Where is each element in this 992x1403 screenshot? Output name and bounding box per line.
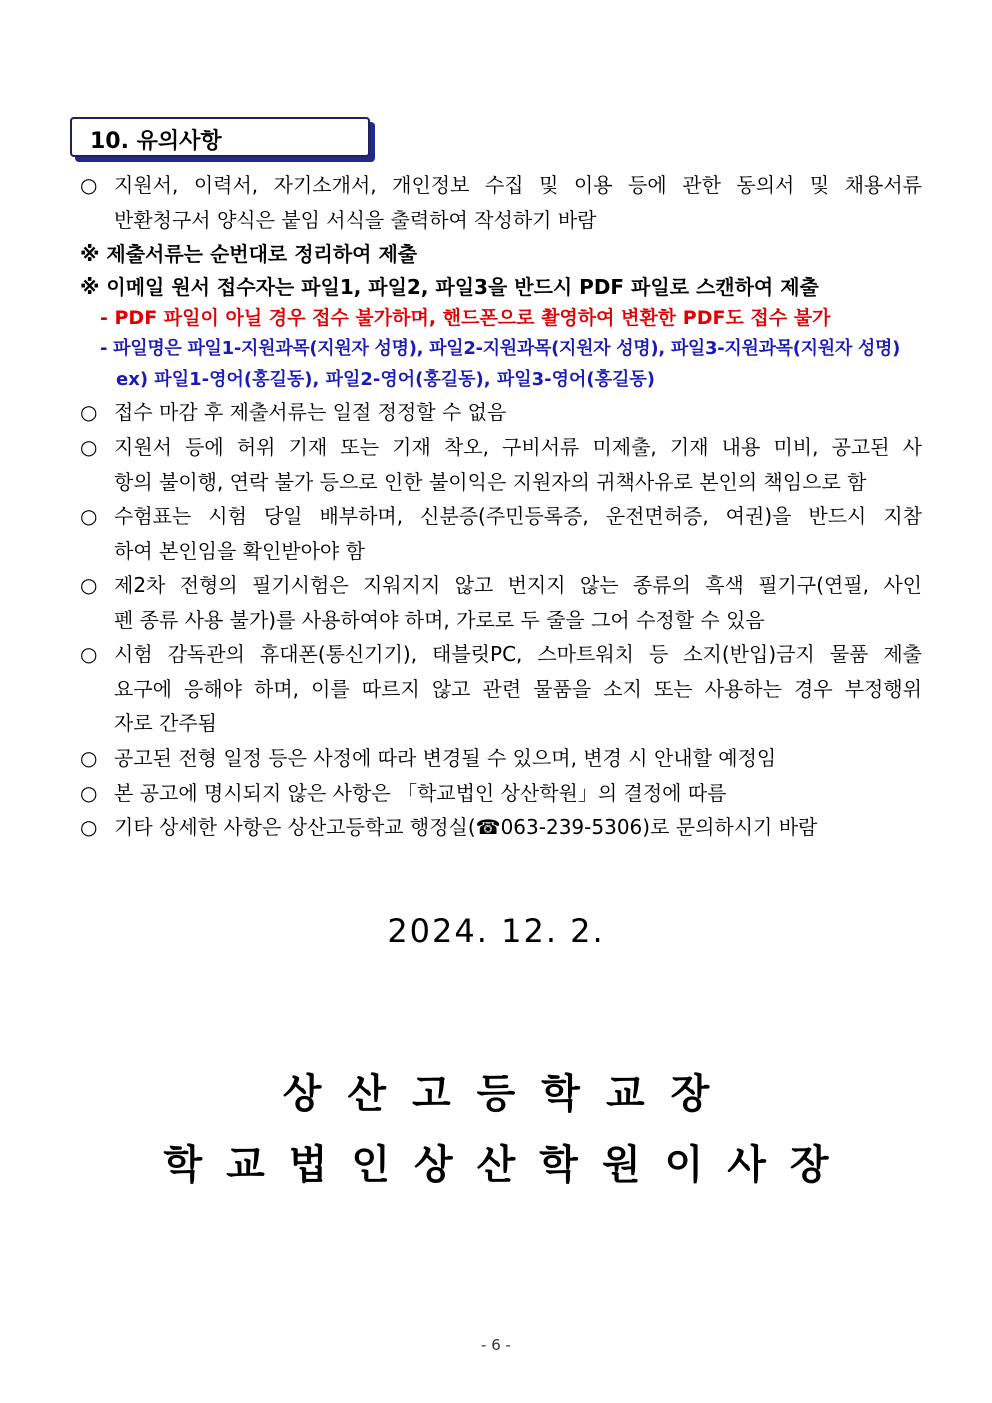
- list-item-line: 수험표는 시험 당일 배부하며, 신분증(주민등록증, 운전면허증, 여권)을 반드시 지참: [114, 504, 922, 528]
- bullet-circle: ○: [80, 173, 98, 197]
- list-item-line: 공고된 전형 일정 등은 사정에 따라 변경될 수 있으며, 변경 시 안내할 예정임: [114, 746, 777, 770]
- announcement-date: 2024. 12. 2.: [387, 912, 605, 950]
- bullet-circle: ○: [80, 642, 98, 666]
- bullet-circle: ○: [80, 504, 98, 528]
- bullet-circle: ○: [80, 573, 98, 597]
- list-item-line: 요구에 응해야 하며, 이를 따르지 않고 관련 물품을 소지 또는 사용하는 경우 부정행위: [114, 676, 922, 701]
- section-title: 10. 유의사항: [90, 129, 222, 154]
- bullet-circle: ○: [80, 815, 98, 839]
- list-item: [80, 168, 922, 237]
- list-item: [80, 741, 922, 776]
- bullet-circle: ○: [80, 746, 98, 770]
- list-item-line: 항의 불이행, 연락 불가 등으로 인한 불이익은 지원자의 귀책사유로 본인의 책임으로 함: [114, 469, 867, 494]
- bullet-circle: ○: [80, 781, 98, 805]
- list-item-line: 제2차 전형의 필기시험은 지워지지 않고 번지지 않는 종류의 흑색 필기구(연필, 사인: [114, 573, 922, 597]
- bullet-circle: ○: [80, 400, 98, 424]
- section-heading-box: [70, 117, 370, 157]
- list-item: [80, 776, 922, 811]
- warning-note: - PDF 파일이 아닐 경우 접수 불가하며, 핸드폰으로 촬영하여 변환한 PDF도 접수 불가: [100, 307, 831, 329]
- list-item-line: 지원서 등에 허위 기재 또는 기재 착오, 구비서류 미제출, 기재 내용 미비, 공고된 사: [114, 435, 922, 459]
- list-item-line: 자로 간주됨: [114, 711, 217, 735]
- list-item-line: 본 공고에 명시되지 않은 사항은 「학교법인 상산학원」의 결정에 따름: [114, 781, 727, 805]
- bullet-circle: ○: [80, 435, 98, 459]
- list-item: [80, 499, 922, 568]
- list-item-line: 반환청구서 양식은 붙임 서식을 출력하여 작성하기 바람: [114, 207, 597, 232]
- signature-chairman: 학교법인상산학원이사장: [163, 1142, 853, 1188]
- filename-note: - 파일명은 파일1-지원과목(지원자 성명), 파일2-지원과목(지원자 성명), 파일3-지원과목(지원자 성명): [100, 338, 901, 359]
- note-line: ※ 제출서류는 순번대로 정리하여 제출: [80, 242, 418, 266]
- list-item-line: 기타 상세한 사항은 상산고등학교 행정실(☎063-239-5306)로 문의하시기 바람: [114, 815, 818, 839]
- list-item: [80, 810, 922, 845]
- list-item: [80, 430, 922, 499]
- signature-principal: 상산고등학교장: [282, 1071, 736, 1117]
- list-item-line: 시험 감독관의 휴대폰(통신기기), 태블릿PC, 스마트워치 등 소지(반입)금지 물품 제출: [114, 642, 922, 666]
- filename-example: ex) 파일1-영어(홍길동), 파일2-영어(홍길동), 파일3-영어(홍길동): [116, 369, 656, 390]
- note-line: ※ 이메일 원서 접수자는 파일1, 파일2, 파일3을 반드시 PDF 파일로 스캔하여 제출: [80, 275, 819, 299]
- list-item-line: 하여 본인임을 확인받아야 함: [114, 538, 365, 563]
- list-item-line: 접수 마감 후 제출서류는 일절 정정할 수 없음: [114, 400, 507, 424]
- list-item-line: 펜 종류 사용 불가)를 사용하여야 하며, 가로로 두 줄을 그어 수정할 수 있음: [114, 607, 765, 632]
- page-number: - 6 -: [481, 1336, 511, 1354]
- list-item-line: 지원서, 이력서, 자기소개서, 개인정보 수집 및 이용 등에 관한 동의서 및 채용서류: [114, 173, 922, 197]
- list-item: [80, 637, 922, 741]
- list-item: [80, 568, 922, 637]
- list-item: [80, 395, 922, 430]
